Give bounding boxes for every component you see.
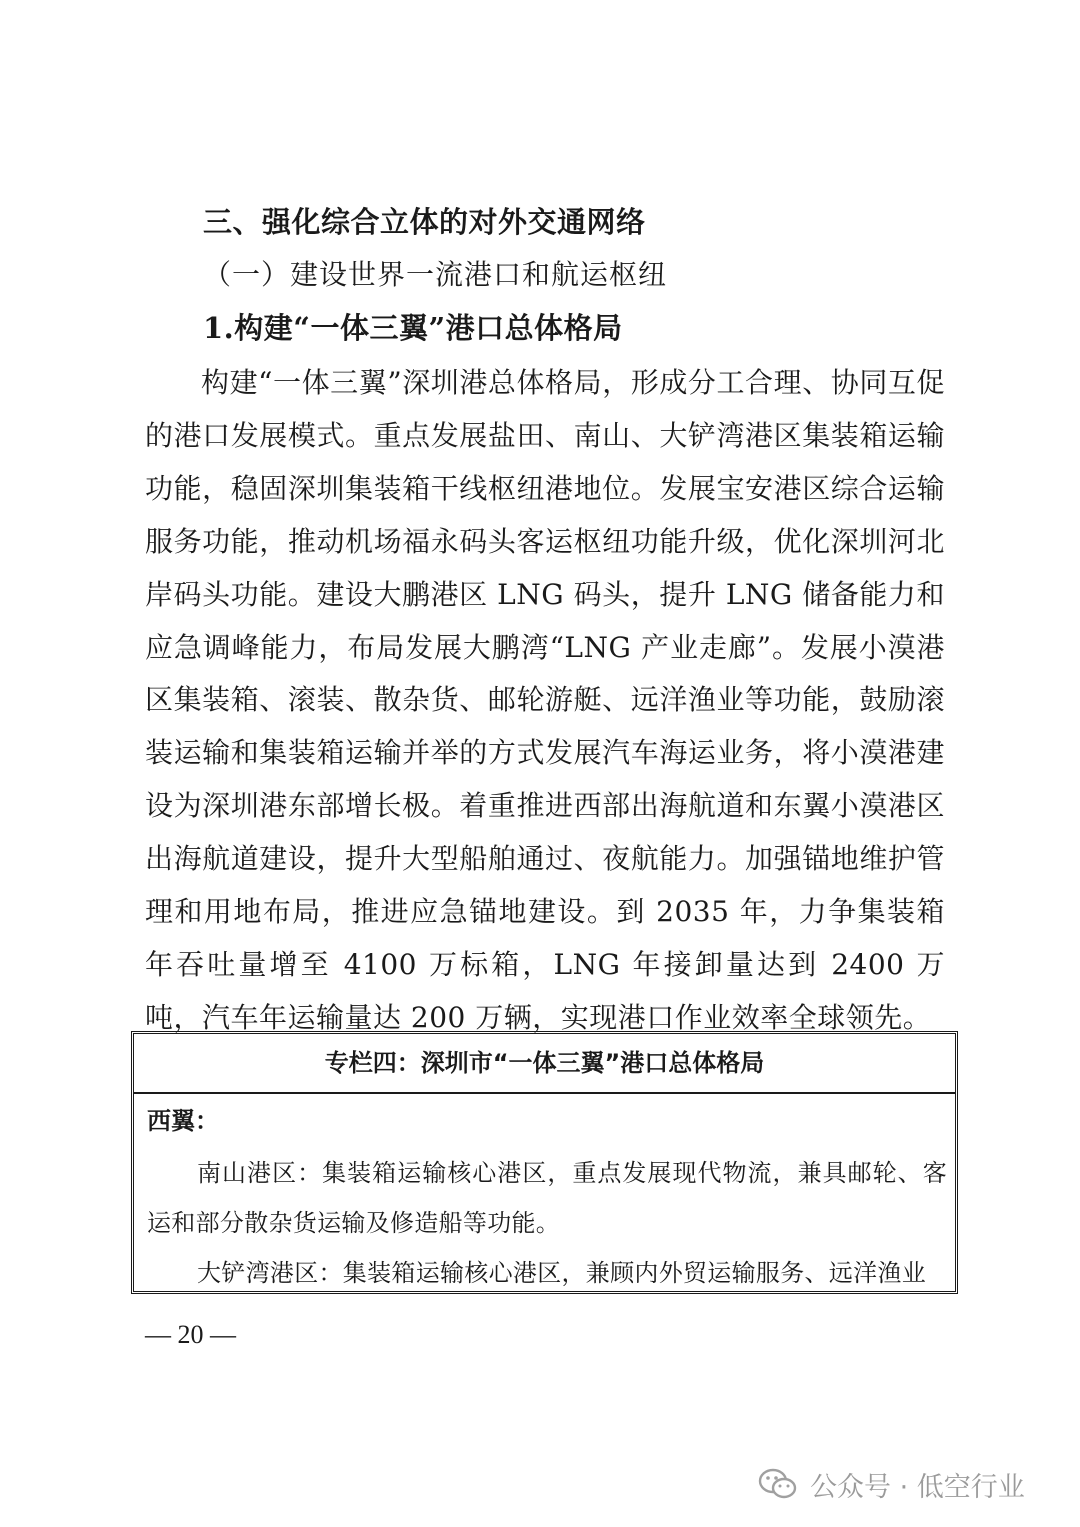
watermark xyxy=(758,1462,1025,1506)
box-item: 大铲湾港区：集装箱运输核心港区，兼顾内外贸运输服务、远洋渔业 xyxy=(197,1259,926,1287)
box-section-label: 西翼： xyxy=(147,1107,219,1135)
section-heading: 三、强化综合立体的对外交通网络 xyxy=(203,205,646,239)
box-title: 专栏四：深圳市“一体三翼”港口总体格局 xyxy=(134,1034,955,1094)
sidebar-box xyxy=(131,1031,958,1294)
box-item: 南山港区：集装箱运输核心港区，重点发展现代物流，兼具邮轮、客运和部分散杂货运输及修造船等功能。 xyxy=(147,1159,947,1237)
body-paragraph: 构建“一体三翼”深圳港总体格局，形成分工合理、协同互促的港口发展模式。重点发展盐田、南山、大铲湾港区集装箱运输功能，稳固深圳集装箱干线枢纽港地位。发展宝安港区综合运输服务功能，推动机场福永码头客运枢纽功能升级，优化深圳河北岸码头功能。建设大鹏港区 LNG 码头，提升 LNG 储备能力和应急调峰能力，布局发展大鹏湾“LNG 产业走廊”。发展小漠港区集装箱、滚装、散杂货、邮轮游艇、远洋渔业等功能，鼓励滚装运输和集装箱运输并举的方式发展汽车海运业务，将小漠港建设为深圳港东部增长极。着重推进西部出海航道和东翼小漠港区出海航道建设，提升大型船舶通过、夜航能力。加强锚地维护管理和用地布局，推进应急锚地建设。到 2035 年，力争集装箱年吞吐量增至 4100 万标箱，LNG 年接卸量达到 2400 万吨，汽车年运输量达 200 万辆，实现港口作业效率全球领先。 xyxy=(145,366,945,1034)
wechat-icon xyxy=(758,1467,798,1501)
watermark-text: 公众号 · 低空行业 xyxy=(810,1471,1025,1503)
subsection-heading: （一）建设世界一流港口和航运枢纽 xyxy=(203,258,668,291)
page-number: — 20 — xyxy=(145,1320,236,1349)
box-content xyxy=(147,1148,947,1294)
item-heading: 1.构建“一体三翼”港口总体格局 xyxy=(203,311,623,345)
